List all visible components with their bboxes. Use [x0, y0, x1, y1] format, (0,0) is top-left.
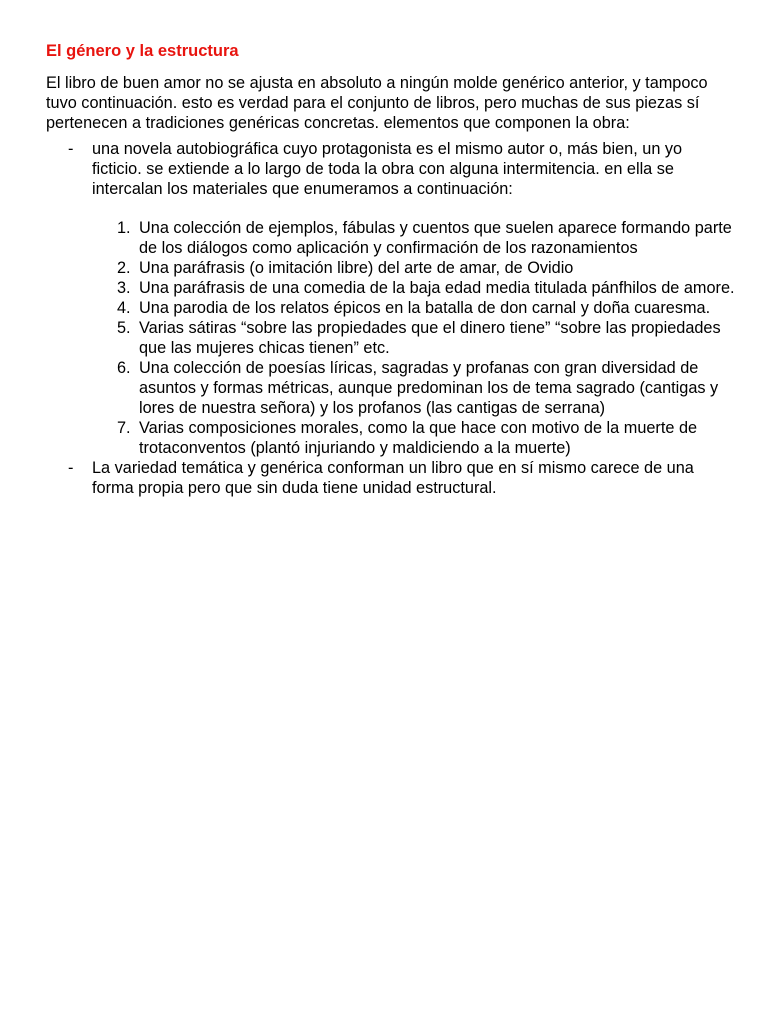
section-title: El género y la estructura: [46, 42, 239, 60]
dash-list-item: [46, 139, 736, 458]
item-number: 4.: [117, 299, 131, 317]
item-text: Una colección de ejemplos, fábulas y cuentos que suelen aparece formando parte de los diálogos como aplicación y confirmación de los razonamientos: [139, 219, 732, 257]
item-number: 2.: [117, 259, 131, 277]
item-number: 6.: [117, 359, 131, 377]
item-number: 7.: [117, 419, 131, 437]
numbered-list-item: [92, 418, 736, 458]
numbered-list-item: [92, 318, 736, 358]
dash-list-item: [46, 458, 736, 498]
numbered-list-item: [92, 218, 736, 258]
dash-item-text: La variedad temática y genérica conforman un libro que en sí mismo carece de una forma propia pero que sin duda tiene unidad estructural.: [92, 459, 694, 497]
item-text: Una colección de poesías líricas, sagradas y profanas con gran diversidad de asuntos y formas métricas, aunque predominan los de tema sagrado (cantigas y lores de nuestra señora) y los profanos (las cantigas de serrana): [139, 359, 719, 417]
intro-paragraph: El libro de buen amor no se ajusta en absoluto a ningún molde genérico anterior, y tampoco tuvo continuación. esto es verdad para el conjunto de libros, pero muchas de sus piezas sí pertenecen a tradiciones genéricas concretas. elementos que componen la obra:: [46, 74, 708, 132]
numbered-list: [92, 218, 736, 458]
numbered-list-item: [92, 278, 736, 298]
dash-marker: -: [68, 459, 74, 477]
item-text: Una paráfrasis de una comedia de la baja edad media titulada pánfhilos de amore.: [139, 279, 735, 297]
numbered-list-item: [92, 358, 736, 418]
dash-item-text: una novela autobiográfica cuyo protagonista es el mismo autor o, más bien, un yo ficticio. se extiende a lo largo de toda la obra con alguna intermitencia. en ella se intercalan los materiales que enumeramos a continuación:: [92, 140, 683, 198]
item-text: Una paráfrasis (o imitación libre) del arte de amar, de Ovidio: [139, 259, 574, 277]
dash-list: [46, 139, 736, 498]
document-page: [46, 41, 736, 498]
item-number: 5.: [117, 319, 131, 337]
item-text: Varias composiciones morales, como la que hace con motivo de la muerte de trotaconventos (plantó injuriando y maldiciendo a la muerte): [139, 419, 698, 457]
dash-marker: -: [68, 140, 74, 158]
item-number: 1.: [117, 219, 131, 237]
item-text: Varias sátiras “sobre las propiedades que el dinero tiene” “sobre las propiedades que las mujeres chicas tienen” etc.: [139, 319, 721, 357]
numbered-list-item: [92, 258, 736, 278]
item-text: Una parodia de los relatos épicos en la batalla de don carnal y doña cuaresma.: [139, 299, 711, 317]
numbered-list-item: [92, 298, 736, 318]
item-number: 3.: [117, 279, 131, 297]
